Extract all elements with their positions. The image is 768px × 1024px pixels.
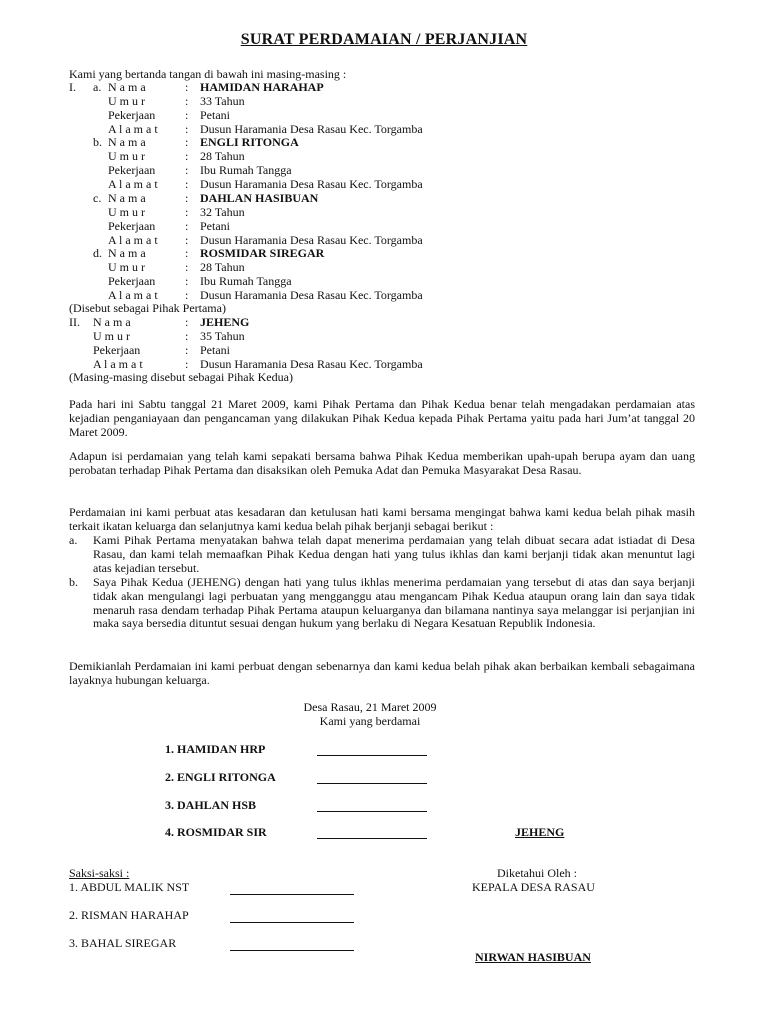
person-c-name-label: N a m a: [108, 191, 146, 205]
signature-line: [317, 755, 427, 756]
party2-roman: II.: [69, 315, 80, 329]
person-c-name: DAHLAN HASIBUAN: [200, 191, 319, 205]
person-a-job-label: Pekerjaan: [108, 108, 156, 122]
colon: :: [185, 357, 189, 371]
colon: :: [185, 135, 189, 149]
colon: :: [185, 80, 189, 94]
colon: :: [185, 288, 189, 302]
colon: :: [185, 108, 189, 122]
person-d-addr-label: A l a m a t: [108, 288, 158, 302]
signer-4: 4. ROSMIDAR SIR: [165, 825, 267, 839]
paragraph-promises: Perdamaian ini kami perbuat atas kesadaran dan ketulusan hati kami bersama mengingat bahwa kami kedua belah pihak masih terkait ikatan keluarga dan selanjutnya kami kedua belah pihak berjanji sebagai berikut :: [69, 505, 695, 533]
person-d-job-label: Pekerjaan: [108, 274, 156, 288]
party1-roman: I.: [69, 80, 76, 94]
person-a-name: HAMIDAN HARAHAP: [200, 80, 324, 94]
party2-age-label: U m u r: [93, 329, 130, 343]
person-b-name-label: N a m a: [108, 135, 146, 149]
colon: :: [185, 233, 189, 247]
witness-2: 2. RISMAN HARAHAP: [69, 908, 189, 922]
signature-line: [317, 811, 427, 812]
party2-name-label: N a m a: [93, 315, 131, 329]
person-c-age: 32 Tahun: [200, 205, 245, 219]
person-a-job: Petani: [200, 108, 230, 122]
colon: :: [185, 149, 189, 163]
witness-heading: Saksi-saksi :: [69, 866, 130, 880]
person-b-addr-label: A l a m a t: [108, 177, 158, 191]
colon: :: [185, 177, 189, 191]
signature-line: [317, 783, 427, 784]
paragraph-event: Pada hari ini Sabtu tanggal 21 Maret 2009, kami Pihak Pertama dan Pihak Kedua benar telah mengadakan perdamaian atas kejadian penganiayaan dan pengancaman yang dilakukan Pihak Kedua kepada Pihak Pertama yaitu pada hari Jum’at tanggal 20 Maret 2009.: [69, 397, 695, 439]
person-a-letter: a.: [93, 80, 102, 94]
person-b-addr: Dusun Haramania Desa Rasau Kec. Torgamba: [200, 177, 423, 191]
place-date: Desa Rasau, 21 Maret 2009: [303, 700, 437, 714]
person-d-job: Ibu Rumah Tangga: [200, 274, 292, 288]
colon: :: [185, 315, 189, 329]
party2-name: JEHENG: [200, 315, 250, 329]
closing-paragraph: Demikianlah Perdamaian ini kami perbuat dengan sebenarnya dan kami kedua belah pihak akan berbaikan kembali sebagaimana layaknya hubungan keluarga.: [69, 659, 695, 687]
person-c-job: Petani: [200, 219, 230, 233]
person-c-addr: Dusun Haramania Desa Rasau Kec. Torgamba: [200, 233, 423, 247]
known-by-label: Diketahui Oleh :: [497, 866, 577, 880]
person-c-addr-label: A l a m a t: [108, 233, 158, 247]
signer-3: 3. DAHLAN HSB: [165, 798, 257, 812]
person-d-age-label: U m u r: [108, 260, 145, 274]
colon: :: [185, 343, 189, 357]
party2-job-label: Pekerjaan: [93, 343, 141, 357]
colon: :: [185, 205, 189, 219]
colon: :: [185, 274, 189, 288]
person-d-name: ROSMIDAR SIREGAR: [200, 246, 325, 260]
colon: :: [185, 191, 189, 205]
person-b-letter: b.: [93, 135, 102, 149]
person-b-job: Ibu Rumah Tangga: [200, 163, 292, 177]
party2-age: 35 Tahun: [200, 329, 245, 343]
colon: :: [185, 219, 189, 233]
person-d-name-label: N a m a: [108, 246, 146, 260]
party2-addr: Dusun Haramania Desa Rasau Kec. Torgamba: [200, 357, 423, 371]
point-b-text: Saya Pihak Kedua (JEHENG) dengan hati yang tulus ikhlas menerima perdamaian yang tersebut di atas dan saya berjanji tidak akan mengulangi lagi perbuatan yang mengganggu atau mengancam Pihak Kedua ataupun orang lain dan saya tidak menaruh rasa dendam terhadap Pihak Pertama ataupun keluarganya dan bilamana nantinya saya melanggar isi perjanjian ini maka saya bersedia dituntut sesuai dengan hukum yang berlaku di Negara Kesatuan Republik Indonesia.: [93, 575, 695, 631]
point-b-letter: b.: [69, 575, 78, 589]
colon: :: [185, 246, 189, 260]
witness-3: 3. BAHAL SIREGAR: [69, 936, 177, 950]
party2-job: Petani: [200, 343, 230, 357]
colon: :: [185, 260, 189, 274]
village-head-title: KEPALA DESA RASAU: [472, 880, 595, 894]
person-a-age: 33 Tahun: [200, 94, 245, 108]
person-b-name: ENGLI RITONGA: [200, 135, 299, 149]
witness-1: 1. ABDUL MALIK NST: [69, 880, 190, 894]
party2-addr-label: A l a m a t: [93, 357, 143, 371]
colon: :: [185, 329, 189, 343]
person-c-letter: c.: [93, 191, 102, 205]
person-a-age-label: U m u r: [108, 94, 145, 108]
person-a-name-label: N a m a: [108, 80, 146, 94]
signers-heading: Kami yang berdamai: [319, 714, 421, 728]
signature-line: [230, 950, 354, 951]
person-b-job-label: Pekerjaan: [108, 163, 156, 177]
person-d-addr: Dusun Haramania Desa Rasau Kec. Torgamba: [200, 288, 423, 302]
person-a-addr-label: A l a m a t: [108, 122, 158, 136]
party1-note: (Disebut sebagai Pihak Pertama): [69, 301, 226, 315]
person-c-job-label: Pekerjaan: [108, 219, 156, 233]
colon: :: [185, 94, 189, 108]
signature-line: [317, 838, 427, 839]
person-b-age-label: U m u r: [108, 149, 145, 163]
person-b-age: 28 Tahun: [200, 149, 245, 163]
point-a-letter: a.: [69, 533, 78, 547]
signer-1: 1. HAMIDAN HRP: [165, 742, 266, 756]
point-a-text: Kami Pihak Pertama menyatakan bahwa telah dapat menerima perdamaian yang telah dibuat secara adat istiadat di Desa Rasau, dan kami telah memaafkan Pihak Kedua dengan hati yang tulus ikhlas dan kami berjanji tidak akan menuntut lagi atas kejadian tersebut.: [93, 533, 695, 575]
person-d-letter: d.: [93, 246, 102, 260]
village-head-name: NIRWAN HASIBUAN: [475, 950, 591, 964]
signer-2: 2. ENGLI RITONGA: [165, 770, 276, 784]
party2-note: (Masing-masing disebut sebagai Pihak Kedua): [69, 370, 293, 384]
intro-text: Kami yang bertanda tangan di bawah ini masing-masing :: [69, 67, 347, 81]
colon: :: [185, 122, 189, 136]
person-c-age-label: U m u r: [108, 205, 145, 219]
paragraph-agreement: Adapun isi perdamaian yang telah kami sepakati bersama bahwa Pihak Kedua memberikan upah-upah berupa ayam dan uang perobatan terhadap Pihak Pertama dan disaksikan oleh Pemuka Adat dan Pemuka Masyarakat Desa Rasau.: [69, 449, 695, 477]
signature-line: [230, 922, 354, 923]
signature-line: [230, 894, 354, 895]
person-d-age: 28 Tahun: [200, 260, 245, 274]
document-title: SURAT PERDAMAIAN / PERJANJIAN: [240, 31, 528, 48]
person-a-addr: Dusun Haramania Desa Rasau Kec. Torgamba: [200, 122, 423, 136]
second-party-signer: JEHENG: [515, 825, 565, 839]
colon: :: [185, 163, 189, 177]
